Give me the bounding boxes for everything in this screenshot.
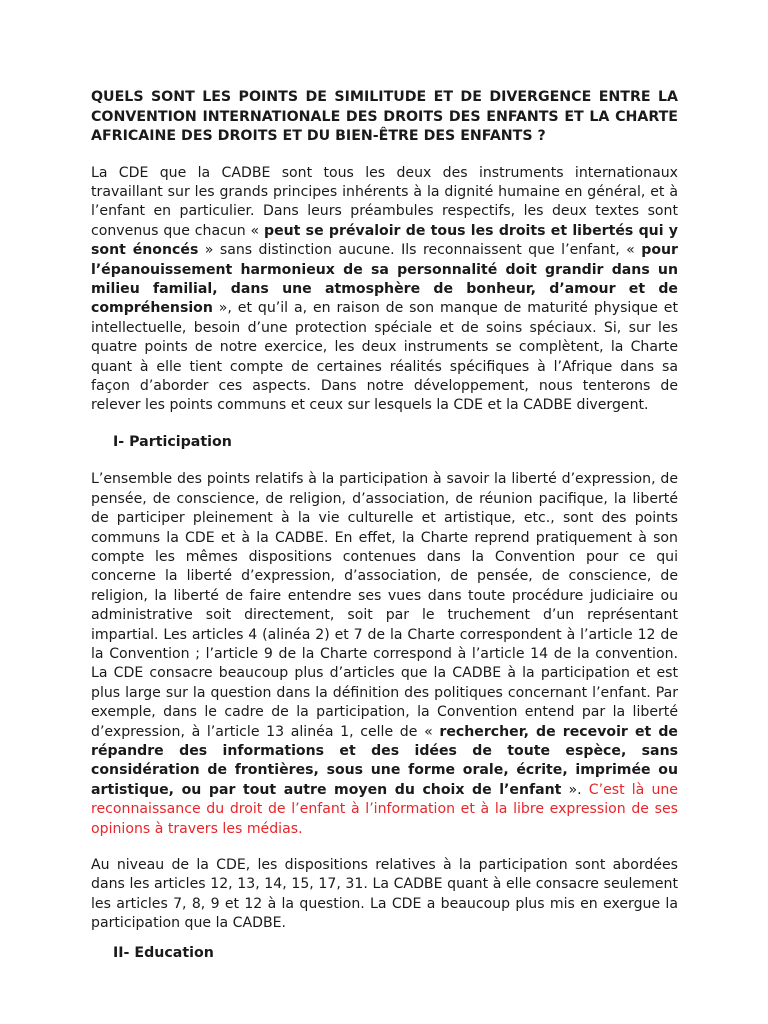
section-heading-education: II- Education [113, 945, 214, 961]
document-title: QUELS SONT LES POINTS DE SIMILITUDE ET DE DIVERGENCE ENTRE LA CONVENTION INTERNATIONALE DES DROITS DES ENFANTS ET LA CHARTE AFRICAINE DES DROITS ET DU BIEN-ÊTRE DES ENFANTS ? [91, 89, 678, 144]
participation-text-1: L’ensemble des points relatifs à la participation à savoir la liberté d’expression, de pensée, de conscience, de religion, d’association, de réunion pacifique, la liberté de participer pleinement à la vie culturelle et artistique, etc., sont des points communs la CDE et à la CADBE. En effet, la Charte reprend pratiquement à son compte les mêmes dispositions contenues dans la Convention pour ce qui concerne la liberté d’expression, d’association, de pensée, de conscience, de religion, la liberté de faire entendre ses vues dans toute procédure judiciaire ou administrative soit directement, soit par le truchement d’un représentant impartial. Les articles 4 (alinéa 2) et 7 de la Charte correspondent à l’article 12 de la Convention ; l’article 9 de la Charte correspond à l’article 14 de la convention. La CDE consacre beaucoup plus d’articles que la CADBE à la participation et est plus large sur la question dans la définition des politiques concernant l’enfant. Par exemple, dans le cadre de la participation, la Convention entend par la liberté d’expression, à l’article 13 alinéa 1, celle de « [91, 471, 678, 740]
intro-quote-1: peut se prévaloir de tous les droits et libertés qui y sont énoncés [91, 222, 678, 259]
section-heading-participation: I- Participation [113, 433, 232, 450]
highlighted-sentence: C’est là une reconnaissance du droit de l’enfant à l’information et à la libre expression de ses opinions à travers les médias. [91, 781, 678, 837]
intro-paragraph [91, 164, 678, 416]
participation-paragraph-2: Au niveau de la CDE, les dispositions relatives à la participation sont abordées dans les articles 12, 13, 14, 15, 17, 31. La CADBE quant à elle consacre seulement les articles 7, 8, 9 et 12 à la question. La CDE a beaucoup plus mis en exergue la participation que la CADBE. [91, 857, 678, 932]
participation-quote: rechercher, de recevoir et de répandre des informations et des idées de toute espèce, sans considération de frontières, sous une forme orale, écrite, imprimée ou artistique, ou par tout autre moyen du choix de l’enfant [91, 723, 678, 798]
intro-quote-2: pour l’épanouissement harmonieux de sa personnalité doit grandir dans un milieu familial, dans une atmosphère de bonheur, d’amour et de compréhension [91, 242, 678, 317]
intro-text-2: » sans distinction aucune. Ils reconnaissent que l’enfant, « [198, 242, 642, 259]
intro-text-3: », et qu’il a, en raison de son manque de maturité physique et intellectuelle, besoin d’une protection spéciale et de soins spéciaux. Si, sur les quatre points de notre exercice, les deux instruments se complètent, la Charte quant à elle tient compte de certaines réalités spécifiques à l’Afrique dans sa façon d’aborder ces aspects. Dans notre développement, nous tenterons de relever les points communs et ceux sur lesquels la CDE et la CADBE divergent. [91, 300, 678, 414]
participation-paragraph-1 [91, 470, 678, 839]
intro-text-1: La CDE que la CADBE sont tous les deux des instruments internationaux travaillant sur les grands principes inhérents à la dignité humaine en général, et à l’enfant en particulier. Dans leurs préambules respectifs, les deux textes sont convenus que chacun « [91, 164, 678, 239]
participation-text-2: ». [561, 781, 582, 798]
